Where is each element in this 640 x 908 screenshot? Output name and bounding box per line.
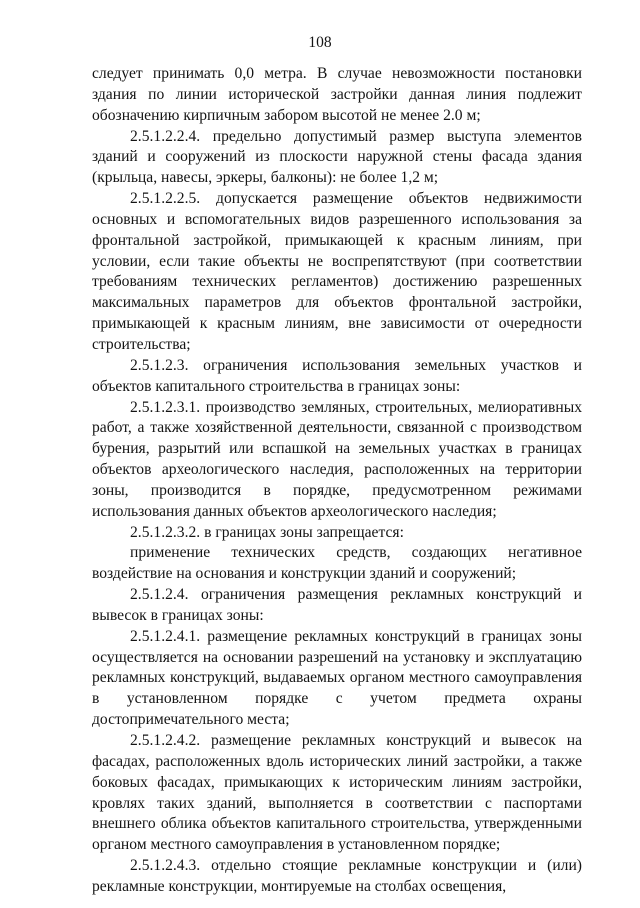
paragraph-2: 2.5.1.2.2.4. предельно допустимый размер выступа элементов зданий и сооружений из плоскости наружной стены фасада здания (крыльца, навесы, эркеры, балконы): не более 1,2 м; bbox=[92, 127, 582, 187]
paragraph-7: применение технических средств, создающих негативное воздействие на основания и конструкции зданий и сооружений; bbox=[92, 544, 582, 583]
paragraph-11: 2.5.1.2.4.3. отдельно стоящие рекламные конструкции и (или) рекламные конструкции, монтируемые на столбах освещения, bbox=[92, 857, 582, 895]
paragraph-8: 2.5.1.2.4. ограничения размещения рекламных конструкций и вывесок в границах зоны: bbox=[92, 586, 582, 624]
paragraph-5: 2.5.1.2.3.1. производство земляных, строительных, мелиоративных работ, а также хозяйственной деятельности, связанной с производством бурения, разрытий или вспашкой на земельных участках в границах объектов археологического наследия, расположенных на территории зоны, производится в порядке, предусмотренном режимами использования данных объектов археологического наследия; bbox=[92, 398, 582, 520]
document-body bbox=[92, 64, 582, 898]
paragraph-3: 2.5.1.2.2.5. допускается размещение объектов недвижимости основных и вспомогательных видов разрешенного использования за фронтальной застройкой, примыкающей к красным линиям, при условии, если такие объекты не воспрепятствуют (при соответствии требованиям технических регламентов) достижению разрешенных максимальных параметров для объектов фронтальной застройки, примыкающей к красным линиям, вне зависимости от очередности строительства; bbox=[92, 190, 582, 353]
paragraph-1: следует принимать 0,0 метра. В случае невозможности постановки здания по линии исторической застройки данная линия подлежит обозначению кирпичным забором высотой не менее 2.0 м; bbox=[92, 65, 582, 124]
paragraph-10: 2.5.1.2.4.2. размещение рекламных конструкций и вывесок на фасадах, расположенных вдоль исторических линий застройки, а также боковых фасадах, примыкающих к историческим линиям застройки, кровлях таких зданий, выполняется в соответствии с паспортами внешнего облика объектов капитального строительства, утвержденными органом местного самоуправления в установленном порядке; bbox=[92, 732, 582, 854]
paragraph-4: 2.5.1.2.3. ограничения использования земельных участков и объектов капитального строительства в границах зоны: bbox=[92, 356, 582, 395]
paragraph-9: 2.5.1.2.4.1. размещение рекламных конструкций в границах зоны осуществляется на основании разрешений на установку и эксплуатацию рекламных конструкций, выдаваемых органом местного самоуправления в установленном порядке с учетом предмета охраны достопримечательного места; bbox=[92, 627, 582, 729]
paragraph-6: 2.5.1.2.3.2. в границах зоны запрещается: bbox=[130, 523, 404, 541]
page-number: 108 bbox=[308, 34, 332, 51]
